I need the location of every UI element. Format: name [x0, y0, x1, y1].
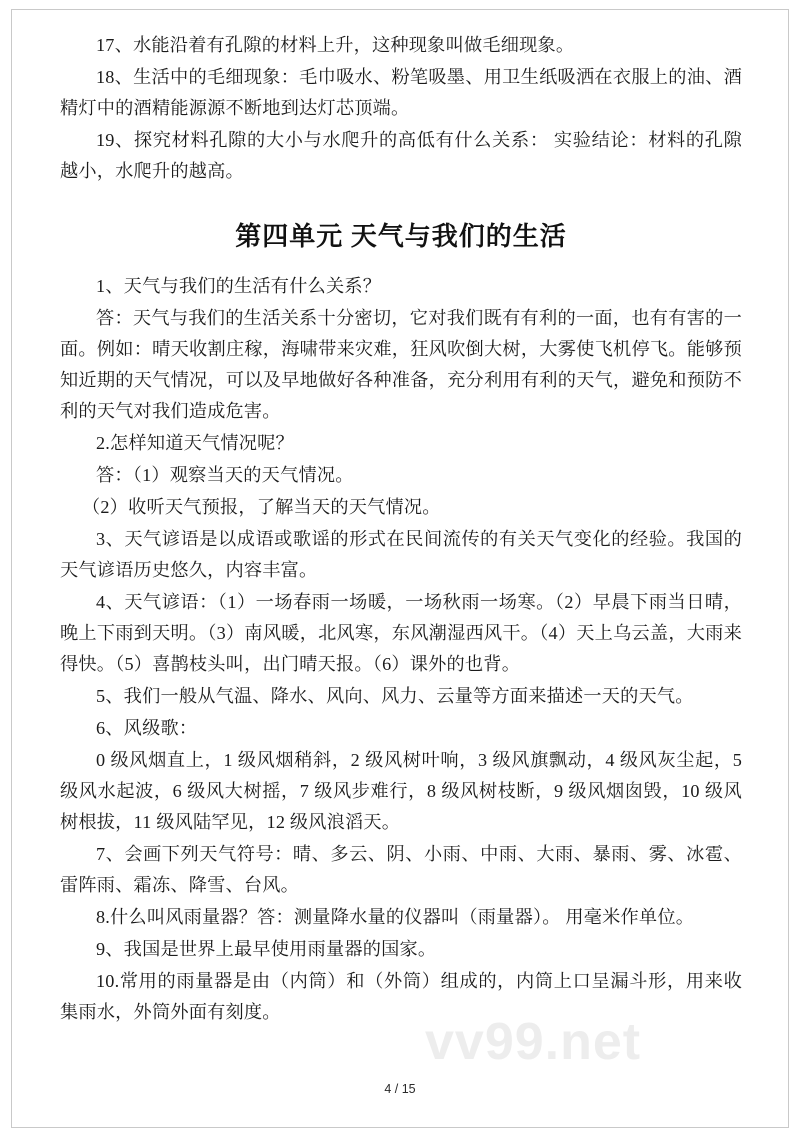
paragraph: 2.怎样知道天气情况呢？ [96, 433, 294, 453]
paragraph: 5、我们一般从气温、降水、风向、风力、云量等方面来描述一天的天气。 [96, 686, 694, 706]
page-content [60, 30, 742, 1029]
unit-title: 第四单元 天气与我们的生活 [235, 222, 567, 251]
paragraph: 1、天气与我们的生活有什么关系？ [96, 276, 382, 296]
paragraph: 7、会画下列天气符号：晴、多云、阴、小雨、中雨、大雨、暴雨、雾、冰雹、雷阵雨、霜冻、降雪、台风。 [60, 844, 742, 895]
paragraph: 6、风级歌： [96, 718, 198, 738]
paragraph: 17、水能沿着有孔隙的材料上升，这种现象叫做毛细现象。 [96, 35, 575, 55]
paragraph: 8.什么叫风雨量器？答：测量降水量的仪器叫（雨量器）。 用毫米作单位。 [96, 907, 695, 927]
paragraph: （2）收听天气预报，了解当天的天气情况。 [82, 497, 441, 517]
page-footer: 4 / 15 [384, 1082, 416, 1096]
paragraph: 答：（1）观察当天的天气情况。 [96, 465, 354, 485]
paragraph: 3、天气谚语是以成语或歌谣的形式在民间流传的有关天气变化的经验。我国的天气谚语历史悠久，内容丰富。 [60, 529, 742, 580]
paragraph: 0 级风烟直上，1 级风烟稍斜，2 级风树叶响，3 级风旗飘动，4 级风灰尘起，5 级风水起波，6 级风大树摇，7 级风步难行，8 级风树枝断，9 级风烟囱毁，10 级风树根拔，11 级风陆罕见，12 级风浪滔天。 [60, 750, 742, 832]
watermark: vv99.net [425, 1013, 642, 1071]
paragraph: 18、生活中的毛细现象：毛巾吸水、粉笔吸墨、用卫生纸吸洒在衣服上的油、酒精灯中的酒精能源源不断地到达灯芯顶端。 [60, 67, 742, 118]
paragraph: 9、我国是世界上最早使用雨量器的国家。 [96, 939, 437, 959]
paragraph: 答：天气与我们的生活关系十分密切，它对我们既有有利的一面，也有有害的一面。例如：晴天收割庄稼，海啸带来灾难，狂风吹倒大树，大雾使飞机停飞。能够预知近期的天气情况，可以及早地做好各种准备，充分利用有利的天气，避免和预防不利的天气对我们造成危害。 [60, 308, 742, 421]
paragraph: 4、天气谚语：（1）一场春雨一场暖，一场秋雨一场寒。（2）早晨下雨当日晴，晚上下雨到天明。（3）南风暖，北风寒，东风潮湿西风干。（4）天上乌云盖，大雨来得快。（5）喜鹊枝头叫，出门晴天报。（6）课外的也背。 [60, 592, 742, 674]
paragraph: 10.常用的雨量器是由（内筒）和（外筒）组成的，内筒上口呈漏斗形，用来收集雨水，外筒外面有刻度。 [60, 971, 742, 1022]
paragraph: 19、探究材料孔隙的大小与水爬升的高低有什么关系： 实验结论：材料的孔隙越小，水爬升的越高。 [60, 130, 742, 181]
